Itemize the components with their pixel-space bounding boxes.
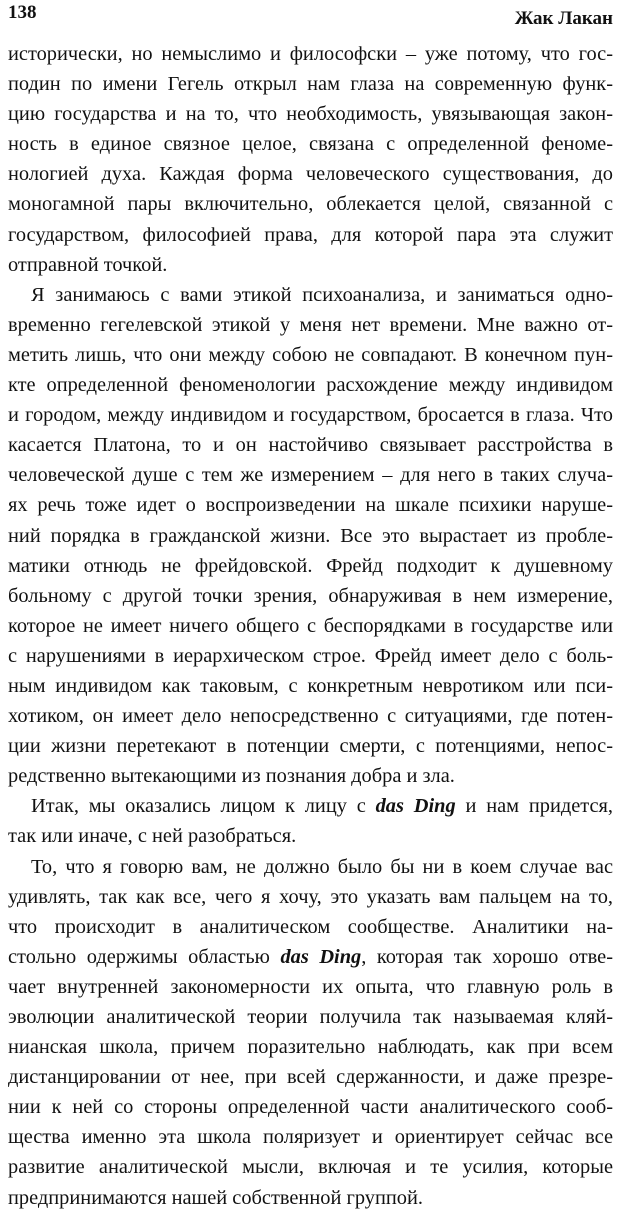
text-line: отправной точкой.	[8, 253, 168, 276]
text-line: ции жизни перетекают в потенции смерти, с потенциями, непос-	[8, 735, 613, 758]
text-line: государством, философией права, для которой пара эта служит	[8, 223, 613, 246]
text-line: исторически, но немыслимо и философски – уже потому, что гос-	[8, 43, 613, 65]
text-run: стольно одержимы областью	[8, 945, 281, 968]
text-line: развитие аналитической мысли, включая и те усилия, которые	[8, 1156, 613, 1179]
paragraph-3	[8, 791, 613, 851]
text-line: человеческой душе с тем же измерением – для него в таких случа-	[8, 464, 613, 487]
das-ding-term: das Ding	[280, 945, 362, 968]
text-line: удивлять, так как все, чего я хочу, это указать вам пальцем на то,	[8, 885, 613, 908]
text-line: ях речь тоже идет о воспроизведении на шкале психики наруше-	[8, 494, 613, 517]
text-run: Итак, мы оказались лицом к лицу с	[31, 795, 376, 818]
text-run: и нам придется,	[455, 795, 613, 818]
text-line: ность в единое связное целое, связана с определенной феноме-	[8, 133, 613, 156]
text-line: с нарушениями в иерархическом строе. Фрейд имеет дело с боль-	[8, 644, 613, 667]
text-line: касается Платона, то и он настойчиво связывает расстройства в	[8, 434, 613, 457]
text-run: , которая так хорошо отве-	[361, 945, 614, 968]
text-line: редственно вытекающими из познания добра и зла.	[8, 765, 455, 788]
text-line: нианская школа, причем поразительно наблюдать, как при всем	[8, 1036, 613, 1059]
text-line: которое не имеет ничего общего с беспорядками в государстве или	[8, 614, 613, 637]
text-line: дистанцировании от нее, при всей сдержанности, и даже презре-	[8, 1066, 613, 1089]
text-line: Я занимаюсь с вами этикой психоанализа, и заниматься одно-	[31, 283, 613, 306]
text-line: метить лишь, что они между собою не совпадают. В конечном пун-	[8, 343, 613, 366]
text-line: больному с другой точки зрения, обнаруживая в нем измерение,	[8, 584, 613, 607]
text-line: чает внутренней закономерности их опыта, что главную роль в	[8, 975, 613, 998]
text-line: так или иначе, с ней разобраться.	[8, 825, 297, 848]
text-line: ным индивидом как таковым, с конкретным невротиком или пси-	[8, 674, 613, 697]
das-ding-term: das Ding	[375, 795, 456, 818]
text-line	[8, 942, 613, 972]
text-line: цию государства и на то, что необходимость, увязывающая закон-	[8, 103, 613, 126]
page-header	[8, 4, 613, 28]
text-line: эволюции аналитической теории получила так называемая кляй-	[8, 1006, 613, 1028]
text-line: То, что я говорю вам, не должно было бы ни в коем случае вас	[31, 855, 613, 878]
text-line	[8, 791, 613, 821]
running-title: Жак Лакан	[514, 8, 613, 29]
text-line: матики отнюдь не фрейдовской. Фрейд подходит к душевному	[8, 554, 613, 577]
text-line: моногамной пары включительно, облекается целой, связанной с	[8, 193, 613, 216]
text-line: кте определенной феноменологии расхождение между индивидом	[8, 374, 613, 397]
text-line: щества именно эта школа поляризует и ориентирует сейчас все	[8, 1126, 613, 1149]
body-text	[8, 39, 613, 1213]
text-line: нии к ней со стороны определенной части аналитического сооб-	[8, 1096, 613, 1119]
text-line: временно гегелевской этикой у меня нет времени. Мне важно от-	[8, 313, 613, 336]
paragraph-4	[8, 852, 613, 1213]
text-line: и городом, между индивидом и государством, бросается в глаза. Что	[8, 404, 613, 427]
text-line: хотиком, он имеет дело непосредственно с ситуациями, где потен-	[8, 705, 613, 728]
text-line: ний порядка в гражданской жизни. Все это вырастает из пробле-	[8, 524, 613, 547]
text-line: нологией духа. Каждая форма человеческого существования, до	[8, 163, 613, 186]
page-number: 138	[8, 2, 37, 23]
paragraph-1	[8, 39, 613, 280]
text-line: предпринимаются нашей собственной группой.	[8, 1186, 423, 1209]
text-line: что происходит в аналитическом сообществе. Аналитики на-	[8, 915, 613, 938]
paragraph-2	[8, 280, 613, 792]
text-line: подин по имени Гегель открыл нам глаза на современную функ-	[8, 73, 613, 96]
